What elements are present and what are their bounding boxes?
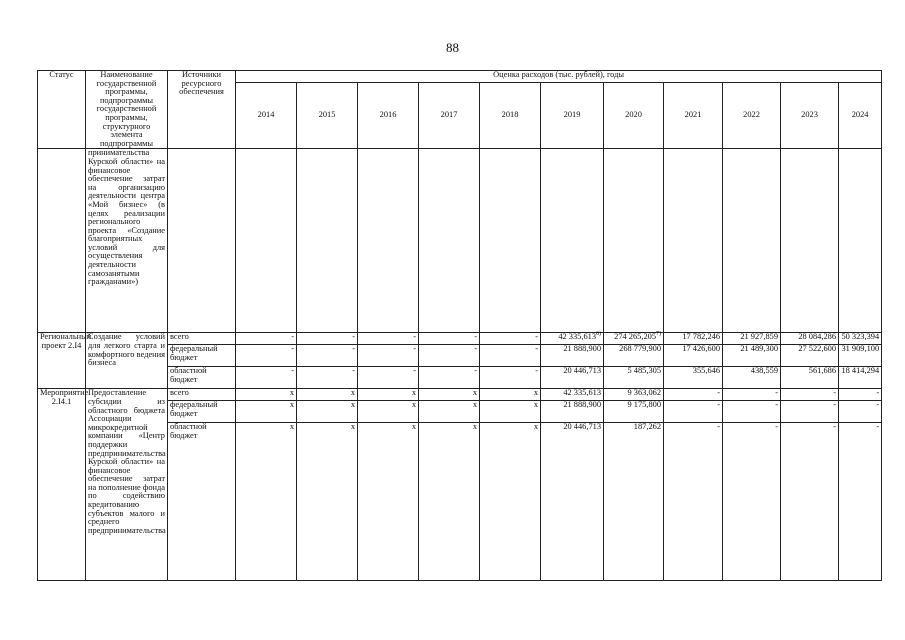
value-cell: x: [297, 401, 358, 423]
value-cell: -: [839, 389, 882, 401]
value-cell: x: [419, 401, 480, 423]
value-cell: -: [839, 401, 882, 423]
source-label: областной бюджет: [168, 423, 236, 581]
value-cell: -: [781, 389, 839, 401]
source-label: областной бюджет: [168, 367, 236, 389]
value-cell: x: [236, 423, 297, 581]
value-cell: 18 414,294: [839, 367, 882, 389]
value-cell: -: [781, 423, 839, 581]
source-label: федеральный бюджет: [168, 345, 236, 367]
header-name: Наименование государственной программы, подпрограммы государственной программы, структурного элемента подпрограммы: [86, 71, 168, 149]
value-cell: 9 175,800: [604, 401, 664, 423]
value-cell: x: [480, 401, 541, 423]
value-cell: 20 446,713: [541, 423, 604, 581]
header-year: 2016: [358, 83, 419, 149]
value-cell: -: [664, 423, 723, 581]
value-cell: 274 265,205$^{7)}$: [604, 333, 664, 345]
value-cell: -: [419, 367, 480, 389]
header-status: Статус: [38, 71, 86, 149]
value-cell: -: [781, 401, 839, 423]
measure-name: Предоставление субсидии из областного бюджета Ассоциации микрокредитной компании «Центр поддержки предпринимательства Курской области» на финансовое обеспечение затрат на пополнение фонда по содействию кредитованию субъектов малого и среднего предпринимательства: [86, 389, 168, 581]
value-cell: 187,262: [604, 423, 664, 581]
header-year: 2018: [480, 83, 541, 149]
table-row: [38, 389, 882, 401]
source-label: федеральный бюджет: [168, 401, 236, 423]
value-cell: x: [358, 401, 419, 423]
value-cell: x: [297, 423, 358, 581]
value-cell: -: [236, 345, 297, 367]
value-cell: 42 335,613$^{6)}$: [541, 333, 604, 345]
header-year: 2021: [664, 83, 723, 149]
value-cell: -: [664, 389, 723, 401]
value-cell: x: [236, 401, 297, 423]
value-cell: 27 522,600: [781, 345, 839, 367]
value-cell: -: [664, 401, 723, 423]
value-cell: 17 782,246: [664, 333, 723, 345]
page-number: 88: [446, 40, 459, 55]
header-year: 2019: [541, 83, 604, 149]
source-label: всего: [168, 333, 236, 345]
value-cell: -: [297, 333, 358, 345]
value-cell: 21 489,300: [723, 345, 781, 367]
source-label: всего: [168, 389, 236, 401]
value-cell: 28 084,286: [781, 333, 839, 345]
header-year: 2024: [839, 83, 882, 149]
value-cell: -: [358, 333, 419, 345]
footnote-mark: 6): [596, 331, 601, 338]
value-cell: -: [480, 333, 541, 345]
value-cell: -: [480, 345, 541, 367]
value-cell: 42 335,613: [541, 389, 604, 401]
value-cell: 9 363,062: [604, 389, 664, 401]
value-cell: x: [419, 389, 480, 401]
measure-status: Мероприятие 2.I4.1: [38, 389, 86, 581]
value-cell: 50 323,394: [839, 333, 882, 345]
value-cell: 5 485,305: [604, 367, 664, 389]
value-cell: -: [723, 389, 781, 401]
project-name: Создание условий для легкого старта и комфортного ведения бизнеса: [86, 333, 168, 389]
value-cell: -: [297, 367, 358, 389]
value-cell: 21 888,900: [541, 345, 604, 367]
value-cell: -: [358, 367, 419, 389]
value-cell: 21 888,900: [541, 401, 604, 423]
value-cell: 21 927,859: [723, 333, 781, 345]
value-cell: 20 446,713: [541, 367, 604, 389]
value-cell: 438,559: [723, 367, 781, 389]
value-cell: x: [358, 423, 419, 581]
value-cell: 268 779,900: [604, 345, 664, 367]
value-cell: -: [419, 345, 480, 367]
value-cell: -: [297, 345, 358, 367]
value-cell: -: [723, 423, 781, 581]
value-cell: x: [419, 423, 480, 581]
value-cell: x: [480, 389, 541, 401]
footnote-mark: 7): [656, 331, 661, 338]
value-cell: x: [358, 389, 419, 401]
header-year: 2014: [236, 83, 297, 149]
value-cell: -: [839, 423, 882, 581]
value-cell: 355,646: [664, 367, 723, 389]
header-sources: Источники ресурсного обеспечения: [168, 71, 236, 149]
value-cell: -: [236, 333, 297, 345]
header-estimate: Оценка расходов (тыс. рублей), годы: [236, 71, 882, 83]
header-year: 2015: [297, 83, 358, 149]
continuation-name: принимательства Курской области» на финансовое обеспечение затрат на организацию деятельности центра «Мой бизнес» (в целях реализации регионального проекта «Создание благоприятных условий для осуществления деятельности самозанятыми гражданами»): [86, 149, 168, 333]
value-cell: x: [236, 389, 297, 401]
header-year: 2017: [419, 83, 480, 149]
value-cell: -: [723, 401, 781, 423]
value-cell: -: [419, 333, 480, 345]
value-cell: 31 909,100: [839, 345, 882, 367]
value-cell: x: [480, 423, 541, 581]
value-cell: -: [358, 345, 419, 367]
header-year: 2023: [781, 83, 839, 149]
project-status: Региональный проект 2.I4: [38, 333, 86, 389]
table-row: [38, 149, 882, 333]
header-year: 2022: [723, 83, 781, 149]
value-cell: 561,686: [781, 367, 839, 389]
value-cell: 17 426,600: [664, 345, 723, 367]
table-row: [38, 333, 882, 345]
value-cell: -: [236, 367, 297, 389]
value-cell: -: [480, 367, 541, 389]
header-year: 2020: [604, 83, 664, 149]
budget-table: [37, 70, 882, 581]
value-cell: x: [297, 389, 358, 401]
